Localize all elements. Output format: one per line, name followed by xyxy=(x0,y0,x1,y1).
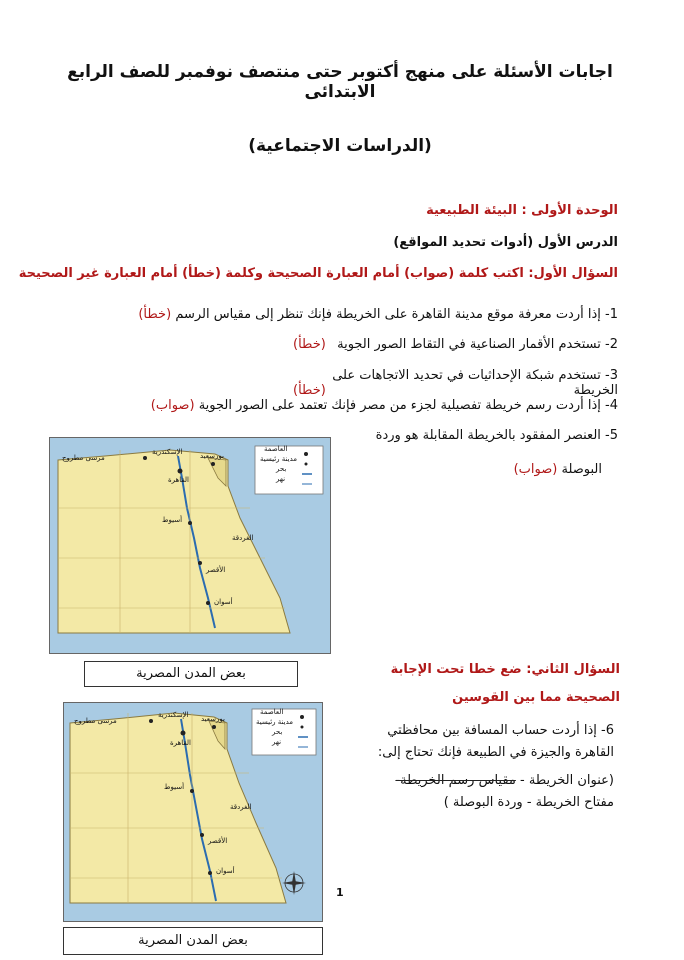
options-line-1 xyxy=(334,770,614,792)
city-label: أسوان xyxy=(214,598,233,606)
city-label: مرسى مطروح xyxy=(62,454,105,462)
legend-major-city: مدينة رئيسية xyxy=(256,718,294,726)
city-label: الأقصر xyxy=(206,566,226,574)
question1-item-2 xyxy=(293,337,618,352)
egypt-map-2 xyxy=(63,702,323,922)
city-label: الغردقة xyxy=(232,534,254,542)
city-label: بورسعيد xyxy=(201,715,225,723)
question1-heading: السؤال الأول: اكتب كلمة (صواب) أمام العبارة الصحيحة وكلمة (خطأ) أمام العبارة غير الصحيحة xyxy=(18,266,618,281)
city-label: بورسعيد xyxy=(200,452,224,460)
question2-item-6: 6- إذا أردت حساب المسافة بين محافظتي القاهرة والجيزة في الطبيعة فإنك تحتاج إلى: xyxy=(377,723,614,760)
city-label: الغردقة xyxy=(230,803,252,811)
item-answer: (خطأ) xyxy=(293,337,326,352)
city-label: الأقصر xyxy=(208,837,228,845)
document-title: اجابات الأسئلة على منهج أكتوبر حتى منتصف نوفمبر للصف الرابع الابتدائى xyxy=(67,62,613,102)
question1-item-3 xyxy=(293,368,618,398)
city-label: الإسكندرية xyxy=(158,711,189,719)
page-number: 1 xyxy=(336,886,344,899)
subject-title: (الدراسات الاجتماعية) xyxy=(248,136,432,156)
legend-capital: العاصمة xyxy=(264,445,288,453)
legend-river: نهر xyxy=(272,738,282,746)
question1-item-1 xyxy=(138,307,618,322)
question1-item-5-continued xyxy=(514,462,602,477)
item-answer: (خطأ) xyxy=(138,307,172,322)
city-label: القاهرة xyxy=(168,476,189,484)
option-map-title: (عنوان الخريطة - xyxy=(515,773,614,788)
city-label: أسوان xyxy=(216,867,235,875)
question2-options xyxy=(334,770,614,814)
legend-river: نهر xyxy=(276,475,286,483)
options-line-2: مفتاح الخريطة - وردة البوصلة ) xyxy=(443,795,614,810)
egypt-map-1 xyxy=(49,437,331,654)
city-label: مرسى مطروح xyxy=(74,717,117,725)
city-label: الإسكندرية xyxy=(152,448,183,456)
city-label: أسيوط xyxy=(164,783,185,791)
city-label: أسيوط xyxy=(162,516,183,524)
legend-sea: بحر xyxy=(272,728,283,736)
option-map-scale: مقياس رسم الخريطة- xyxy=(395,773,516,788)
legend-major-city: مدينة رئيسية xyxy=(260,455,298,463)
lesson-heading: الدرس الأول (أدوات تحديد المواقع) xyxy=(393,235,618,250)
legend-sea: بحر xyxy=(276,465,287,473)
egypt-map-graphic xyxy=(64,703,322,921)
egypt-map-graphic xyxy=(50,438,330,653)
item-answer: (صواب) xyxy=(150,398,195,413)
item-text: 1- إذا أردت معرفة موقع مدينة القاهرة على الخريطة فإنك تنظر إلى مقياس الرسم xyxy=(175,307,618,322)
item-answer: (صواب) xyxy=(513,462,558,477)
map-caption-1: بعض المدن المصرية xyxy=(84,661,298,687)
item-text: 4- إذا أردت رسم خريطة تفصيلية لجزء من مصر فإنك تعتمد على الصور الجوية xyxy=(198,398,618,413)
question2-heading: السؤال الثاني: ضع خطا تحت الإجابة الصحيحة مما بين القوسين xyxy=(390,662,620,705)
map-caption-2: بعض المدن المصرية xyxy=(63,927,323,955)
legend-capital: العاصمة xyxy=(260,708,284,716)
city-label: القاهرة xyxy=(170,739,191,747)
item-text: 2- تستخدم الأقمار الصناعية في التقاط الصور الجوية xyxy=(337,337,618,352)
unit-heading: الوحدة الأولى : البيئة الطبيعية xyxy=(426,203,618,218)
item-text: البوصلة xyxy=(561,462,602,477)
question1-item-4 xyxy=(151,398,618,413)
item-text: 5- العنصر المفقود بالخريطة المقابلة هو وردة xyxy=(375,428,618,443)
question1-item-5 xyxy=(376,428,618,443)
item-answer: (خطأ) xyxy=(293,383,326,398)
item-text: 3- تستخدم شبكة الإحداثيات في تحديد الاتجاهات على الخريطة xyxy=(332,368,618,398)
